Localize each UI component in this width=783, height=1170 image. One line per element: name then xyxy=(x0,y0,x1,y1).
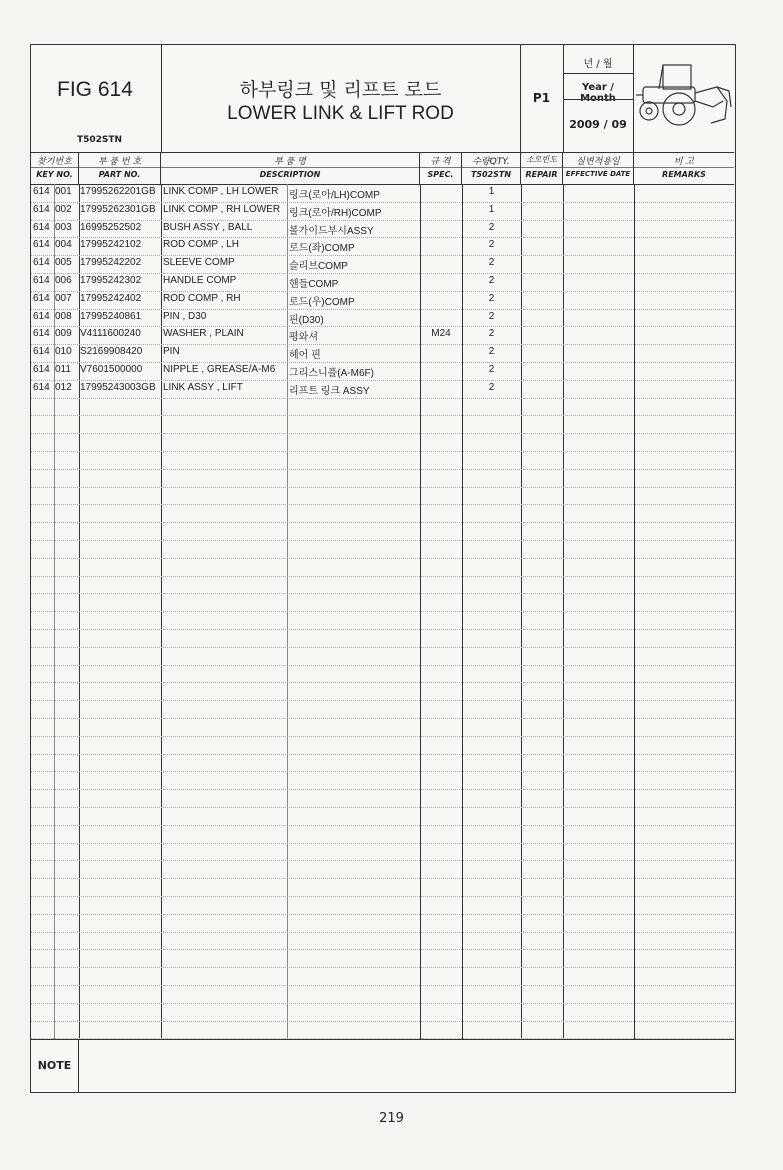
page-label: P1 xyxy=(532,91,551,105)
key-no-cell: 614 xyxy=(33,257,50,269)
key-no-cell: 614 xyxy=(33,310,50,322)
part-no-cell: 17995240861 xyxy=(80,310,142,322)
description-korean-cell: 링크(로아/RH)COMP xyxy=(289,207,382,219)
tractor-illustration xyxy=(633,45,734,152)
part-no-cell: 17995242202 xyxy=(80,257,142,269)
table-row xyxy=(31,362,734,380)
figure-title: FIG 614 xyxy=(57,78,133,101)
key-no-cell: 614 xyxy=(33,203,50,215)
part-no-cell: 17995242102 xyxy=(80,239,142,251)
table-row xyxy=(31,273,734,291)
table-row xyxy=(31,380,734,398)
sequence-cell: 004 xyxy=(55,239,72,251)
sequence-cell: 010 xyxy=(55,346,72,358)
sequence-cell: 002 xyxy=(55,203,72,215)
date-label-english: Year / Month xyxy=(580,82,616,104)
note-label: NOTE xyxy=(31,1040,79,1092)
col-part: 부 품 번 호 PART NO. xyxy=(79,152,161,184)
title-english: LOWER LINK & LIFT ROD xyxy=(227,103,454,124)
column-header xyxy=(31,152,734,185)
description-korean-cell: 평와셔 xyxy=(289,332,318,344)
description-cell: HANDLE COMP xyxy=(163,275,237,286)
key-no-cell: 614 xyxy=(33,346,50,358)
qty-cell: 2 xyxy=(488,292,495,304)
description-korean-cell: 핀(D30) xyxy=(289,314,324,326)
sheet-header xyxy=(31,45,734,153)
qty-cell: 2 xyxy=(488,381,495,393)
description-korean-cell: 리프트 링크 ASSY xyxy=(289,385,370,397)
key-no-cell: 614 xyxy=(33,328,50,340)
part-no-cell: 17995242302 xyxy=(80,275,142,286)
qty-cell: 2 xyxy=(488,328,495,340)
description-cell: LINK COMP , LH LOWER xyxy=(163,186,279,197)
title-box xyxy=(161,45,521,152)
qty-cell: 2 xyxy=(488,346,495,358)
description-cell: ROD COMP , RH xyxy=(163,292,241,304)
part-no-cell: V4111600240 xyxy=(80,328,141,340)
description-korean-cell: 볼가이드부시ASSY xyxy=(289,225,374,237)
description-cell: PIN , D30 xyxy=(163,310,207,322)
sequence-cell: 005 xyxy=(55,257,72,269)
parts-sheet xyxy=(30,44,736,1093)
description-cell: SLEEVE COMP xyxy=(163,257,235,269)
key-no-cell: 614 xyxy=(33,221,50,233)
qty-cell: 2 xyxy=(488,364,495,375)
tractor-icon xyxy=(633,45,734,152)
page-box xyxy=(520,45,564,152)
qty-cell: 2 xyxy=(488,221,495,233)
col-qty: 수량QTY. T502STN xyxy=(462,152,521,184)
description-korean-cell: 로드(우)COMP xyxy=(289,296,355,308)
table-row xyxy=(31,291,734,309)
sequence-cell: 008 xyxy=(55,310,72,322)
part-no-cell: 17995262201GB xyxy=(80,186,156,197)
key-no-cell: 614 xyxy=(33,292,50,304)
key-no-cell: 614 xyxy=(33,275,50,286)
description-cell: ROD COMP , LH xyxy=(163,239,239,251)
description-cell: BUSH ASSY , BALL xyxy=(163,221,253,233)
description-cell: LINK ASSY , LIFT xyxy=(163,381,243,393)
qty-cell: 2 xyxy=(488,257,495,269)
col-repair: 소모빈도 REPAIR xyxy=(521,152,563,184)
key-no-cell: 614 xyxy=(33,381,50,393)
description-korean-cell: 그리스니플(A-M6F) xyxy=(289,368,374,379)
date-label-korean: 년 / 월 xyxy=(583,59,613,70)
key-no-cell: 614 xyxy=(33,239,50,251)
key-no-cell: 614 xyxy=(33,364,50,375)
qty-cell: 1 xyxy=(488,186,495,197)
qty-cell: 1 xyxy=(488,203,495,215)
key-no-cell: 614 xyxy=(33,186,50,197)
figure-box xyxy=(31,45,162,152)
part-no-cell: 17995243003GB xyxy=(80,381,156,393)
table-row xyxy=(31,344,734,362)
col-key: 찾기번호 KEY NO. xyxy=(31,152,79,184)
part-no-cell: 17995262301GB xyxy=(80,203,156,215)
date-value: 2009 / 09 xyxy=(569,118,627,131)
qty-cell: 2 xyxy=(488,310,495,322)
table-row xyxy=(31,255,734,273)
part-no-cell: 16995252502 xyxy=(80,221,142,233)
title-korean: 하부링크 및 리프트 로드 xyxy=(239,79,442,101)
col-remarks: 비 고 REMARKS xyxy=(634,152,734,184)
sequence-cell: 012 xyxy=(55,381,72,393)
description-cell: LINK COMP , RH LOWER xyxy=(163,203,281,215)
description-korean-cell: 링크(로아/LH)COMP xyxy=(289,190,380,201)
sequence-cell: 001 xyxy=(55,186,72,197)
part-no-cell: 17995242402 xyxy=(80,292,142,304)
model-label: T502STN xyxy=(77,135,123,145)
table-row xyxy=(31,309,734,327)
description-cell: WASHER , PLAIN xyxy=(163,328,244,340)
page-number: 219 xyxy=(379,1111,404,1126)
table-row xyxy=(31,326,734,344)
description-cell: NIPPLE , GREASE/A-M6 xyxy=(163,364,276,375)
part-no-cell: S2169908420 xyxy=(80,346,143,358)
sequence-cell: 007 xyxy=(55,292,72,304)
description-korean-cell: 슬리브COMP xyxy=(289,261,348,273)
spec-cell: M24 xyxy=(431,328,451,340)
col-spec: 규 격 SPEC. xyxy=(420,152,462,184)
col-effective-date: 실변적용일 EFFECTIVE DATE xyxy=(563,152,634,184)
col-description: 부 품 명 DESCRIPTION xyxy=(161,152,420,184)
description-korean-cell: 헤어 핀 xyxy=(289,350,321,362)
qty-cell: 2 xyxy=(488,239,495,251)
table-row xyxy=(31,237,734,255)
note-section xyxy=(31,1039,734,1092)
sequence-cell: 011 xyxy=(55,364,71,375)
part-no-cell: V7601500000 xyxy=(80,364,143,375)
table-row xyxy=(31,184,734,202)
table-row xyxy=(31,202,734,220)
sequence-cell: 009 xyxy=(55,328,72,340)
description-korean-cell: 로드(좌)COMP xyxy=(289,243,355,255)
table-row xyxy=(31,220,734,238)
sequence-cell: 006 xyxy=(55,275,72,286)
qty-cell: 2 xyxy=(488,275,495,286)
description-cell: PIN xyxy=(163,346,180,358)
parts-table xyxy=(31,184,734,1039)
date-box xyxy=(563,45,634,152)
sequence-cell: 003 xyxy=(55,221,72,233)
description-korean-cell: 핸들COMP xyxy=(289,279,339,290)
